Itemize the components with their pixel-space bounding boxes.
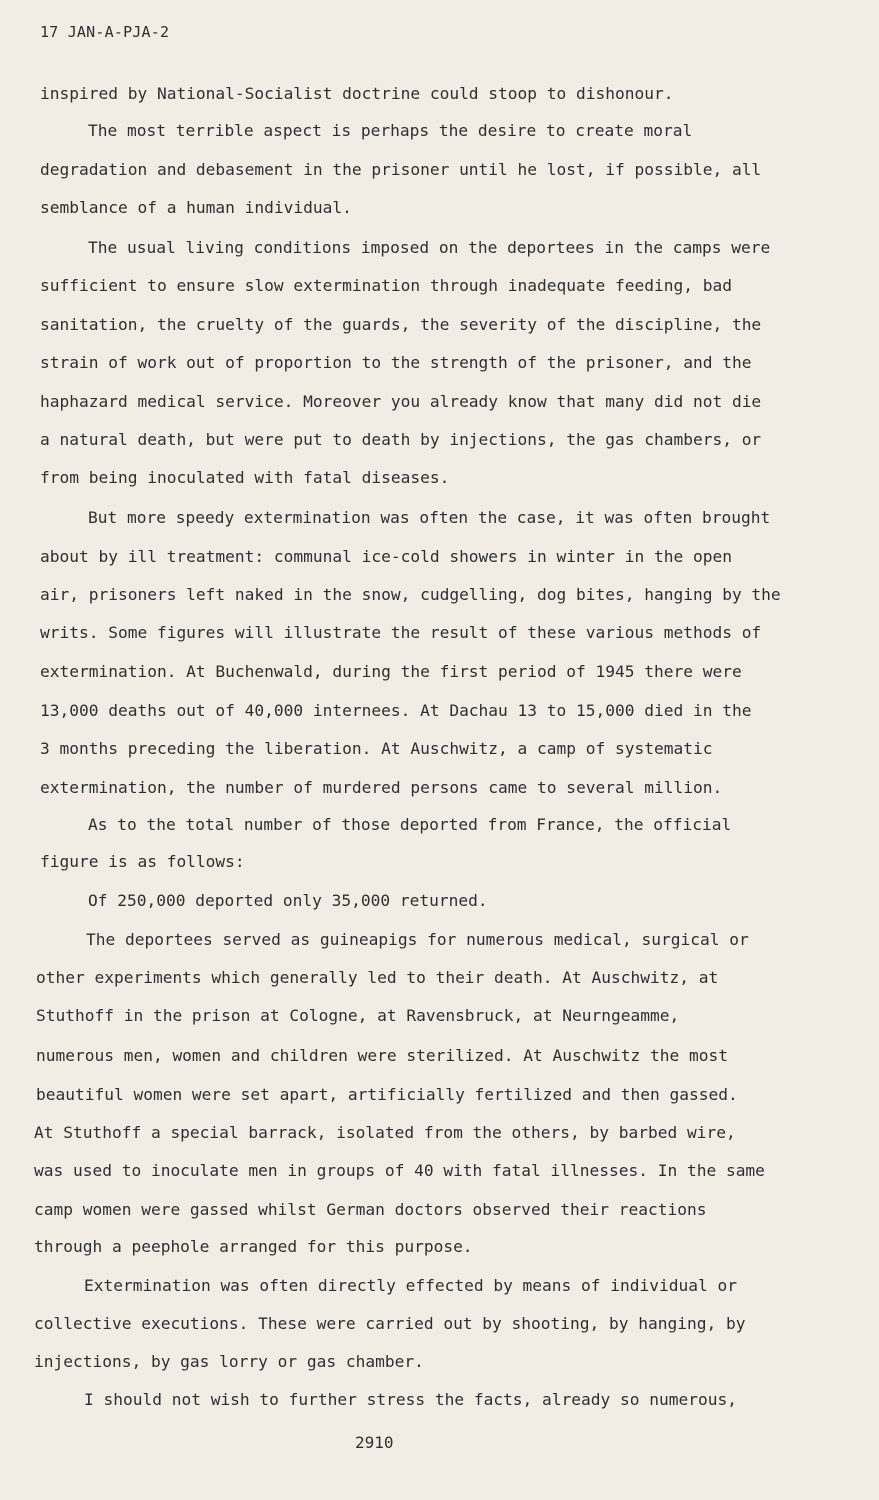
text-line: inspired by National-Socialist doctrine could stoop to dishonour. xyxy=(40,84,674,103)
text-line: writs. Some figures will illustrate the result of these various methods of xyxy=(40,623,762,642)
text-line: injections, by gas lorry or gas chamber. xyxy=(34,1352,424,1371)
text-line: extermination, the number of murdered persons came to several million. xyxy=(40,778,723,797)
text-line: about by ill treatment: communal ice-cold showers in winter in the open xyxy=(40,547,732,566)
text-line: haphazard medical service. Moreover you already know that many did not die xyxy=(40,392,762,411)
text-line: Extermination was often directly effected by means of individual or xyxy=(84,1276,737,1295)
text-line: 13,000 deaths out of 40,000 internees. At Dachau 13 to 15,000 died in the xyxy=(40,701,752,720)
text-line: At Stuthoff a special barrack, isolated from the others, by barbed wire, xyxy=(34,1123,736,1142)
text-line: through a peephole arranged for this purpose. xyxy=(34,1237,473,1256)
text-line: sufficient to ensure slow extermination through inadequate feeding, bad xyxy=(40,276,732,295)
text-line: Of 250,000 deported only 35,000 returned. xyxy=(88,891,488,910)
page-number: 2910 xyxy=(355,1433,394,1452)
text-line: extermination. At Buchenwald, during the first period of 1945 there were xyxy=(40,662,742,681)
text-line: numerous men, women and children were sterilized. At Auschwitz the most xyxy=(36,1046,728,1065)
text-line: Stuthoff in the prison at Cologne, at Ravensbruck, at Neurngeamme, xyxy=(36,1006,680,1025)
text-line: strain of work out of proportion to the strength of the prisoner, and the xyxy=(40,353,752,372)
text-line: But more speedy extermination was often the case, it was often brought xyxy=(88,508,771,527)
text-line: The usual living conditions imposed on the deportees in the camps were xyxy=(88,238,771,257)
text-line: The deportees served as guineapigs for numerous medical, surgical or xyxy=(86,930,749,949)
text-line: As to the total number of those deported from France, the official xyxy=(88,815,732,834)
text-line: 3 months preceding the liberation. At Auschwitz, a camp of systematic xyxy=(40,739,713,758)
text-line: semblance of a human individual. xyxy=(40,198,352,217)
text-line: from being inoculated with fatal diseases. xyxy=(40,468,450,487)
text-line: figure is as follows: xyxy=(40,852,245,871)
text-line: air, prisoners left naked in the snow, cudgelling, dog bites, hanging by the xyxy=(40,585,781,604)
text-line: beautiful women were set apart, artificially fertilized and then gassed. xyxy=(36,1085,738,1104)
text-line: The most terrible aspect is perhaps the desire to create moral xyxy=(88,121,693,140)
text-line: was used to inoculate men in groups of 40 with fatal illnesses. In the same xyxy=(34,1161,765,1180)
text-line: I should not wish to further stress the facts, already so numerous, xyxy=(84,1390,737,1409)
text-line: a natural death, but were put to death by injections, the gas chambers, or xyxy=(40,430,762,449)
document-reference: 17 JAN-A-PJA-2 xyxy=(40,23,170,41)
text-line: camp women were gassed whilst German doctors observed their reactions xyxy=(34,1200,707,1219)
text-line: sanitation, the cruelty of the guards, the severity of the discipline, the xyxy=(40,315,762,334)
text-line: other experiments which generally led to their death. At Auschwitz, at xyxy=(36,968,719,987)
text-line: collective executions. These were carried out by shooting, by hanging, by xyxy=(34,1314,746,1333)
text-line: degradation and debasement in the prisoner until he lost, if possible, all xyxy=(40,160,762,179)
